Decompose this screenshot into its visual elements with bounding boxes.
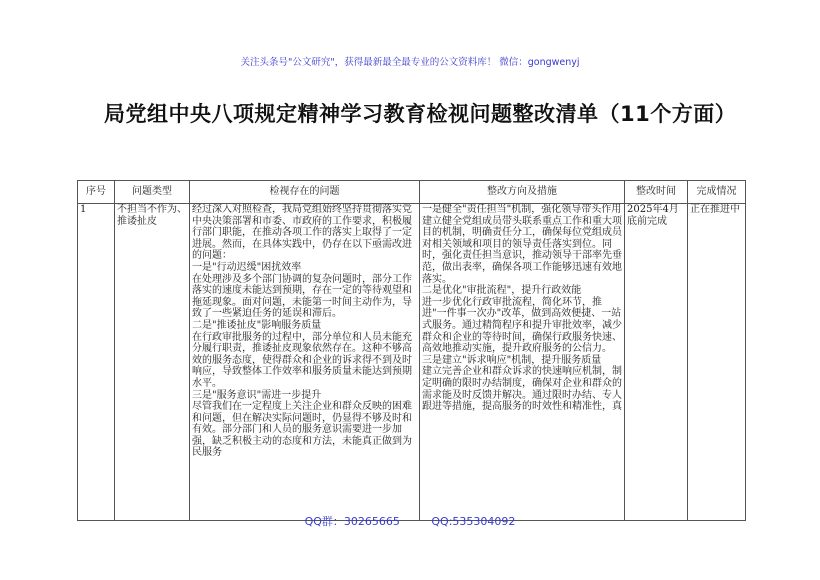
cell-type: 不担当不作为、推诿扯皮 bbox=[115, 204, 190, 521]
measure-paragraph: 二是优化"审批流程"，提升行政效能 bbox=[422, 285, 582, 297]
measure-paragraph: 三是建立"诉求响应"机制，提升服务质量 bbox=[422, 354, 602, 366]
cell-problems bbox=[190, 204, 420, 521]
header-index: 序号 bbox=[78, 181, 115, 204]
header-status: 完成情况 bbox=[688, 181, 746, 204]
cell-measures bbox=[420, 204, 625, 521]
rectification-table bbox=[77, 180, 746, 521]
header-problems: 检视存在的问题 bbox=[190, 181, 420, 204]
problem-paragraph: 尽管我们在一定程度上关注企业和群众反映的困难和问题，但在解决实际问题时，仍显得不够及时和有效。部分部门和人员的服务意识需要进一步加强，缺乏积极主动的态度和方法，未能真正做到为民服务 bbox=[192, 401, 412, 459]
problem-paragraph: 在行政审批服务的过程中，部分单位和人员未能充分履行职责，推诿扯皮现象依然存在。这种不够高效的服务态度，使得群众和企业的诉求得不到及时响应，导致整体工作效率和服务质量未能达到预期水平。 bbox=[192, 331, 412, 389]
header-measures: 整改方向及措施 bbox=[420, 181, 625, 204]
measure-paragraph: 一是健全"责任担当"机制，强化领导带头作用 bbox=[422, 204, 622, 215]
table-header-row bbox=[78, 181, 746, 204]
qq-number: QQ:535304092 bbox=[431, 515, 516, 528]
qq-group: QQ群：30265665 bbox=[304, 515, 400, 528]
header-note: 关注头条号"公文研究"，获得最新最全最专业的公文资料库！ 微信：gongwenyj bbox=[240, 57, 580, 68]
problem-paragraph: 一是"行动迟缓"困扰效率 bbox=[192, 261, 302, 273]
cell-status: 正在推进中 bbox=[688, 204, 746, 521]
measure-paragraph: 建立完善企业和群众诉求的快速响应机制，制定明确的限时办结制度，确保对企业和群众的需求能及时反馈并解决。通过限时办结、专人跟进等措施，提高服务的时效性和精准性，真 bbox=[422, 366, 622, 413]
problem-paragraph: 经过深入对照检查，我局党组始终坚持贯彻落实党中央决策部署和市委、市政府的工作要求，积极履行部门职能，在推动各项工作的落实上取得了一定进展。然而，在具体实践中，仍存在以下亟需改进的问题： bbox=[192, 204, 412, 262]
footer-contact bbox=[0, 513, 820, 529]
cell-index: 1 bbox=[78, 204, 115, 521]
problem-paragraph: 三是"服务意识"需进一步提升 bbox=[192, 389, 322, 401]
measure-paragraph: 进一步优化行政审批流程，简化环节，推进"一件事一次办"改革，做到高效便捷、一站式服务。通过精简程序和提升审批效率，减少群众和企业的等待时间，确保行政服务快速、高效地推动实施，提升政府服务的公信力。 bbox=[422, 296, 622, 355]
header-deadline: 整改时间 bbox=[625, 181, 688, 204]
measure-paragraph: 建立健全党组成员带头联系重点工作和重大项目的机制，明确责任分工，确保每位党组成员对相关领域和项目的领导责任落实到位。同时，强化责任担当意识，推动领导干部率先垂范，做出表率，确保各项工作能够迅速有效地落实。 bbox=[422, 215, 622, 285]
problem-paragraph: 二是"推诿扯皮"影响服务质量 bbox=[192, 319, 322, 331]
table-row bbox=[78, 204, 746, 521]
document-title: 局党组中央八项规定精神学习教育检视问题整改清单（11个方面） bbox=[104, 102, 737, 126]
cell-deadline: 2025年4月底前完成 bbox=[625, 204, 688, 521]
header-type: 问题类型 bbox=[115, 181, 190, 204]
problem-paragraph: 在处理涉及多个部门协调的复杂问题时，部分工作落实的速度未能达到预期，存在一定的等待观望和拖延现象。面对问题，未能第一时间主动作为，导致了一些紧迫任务的延误和滞后。 bbox=[192, 273, 412, 320]
